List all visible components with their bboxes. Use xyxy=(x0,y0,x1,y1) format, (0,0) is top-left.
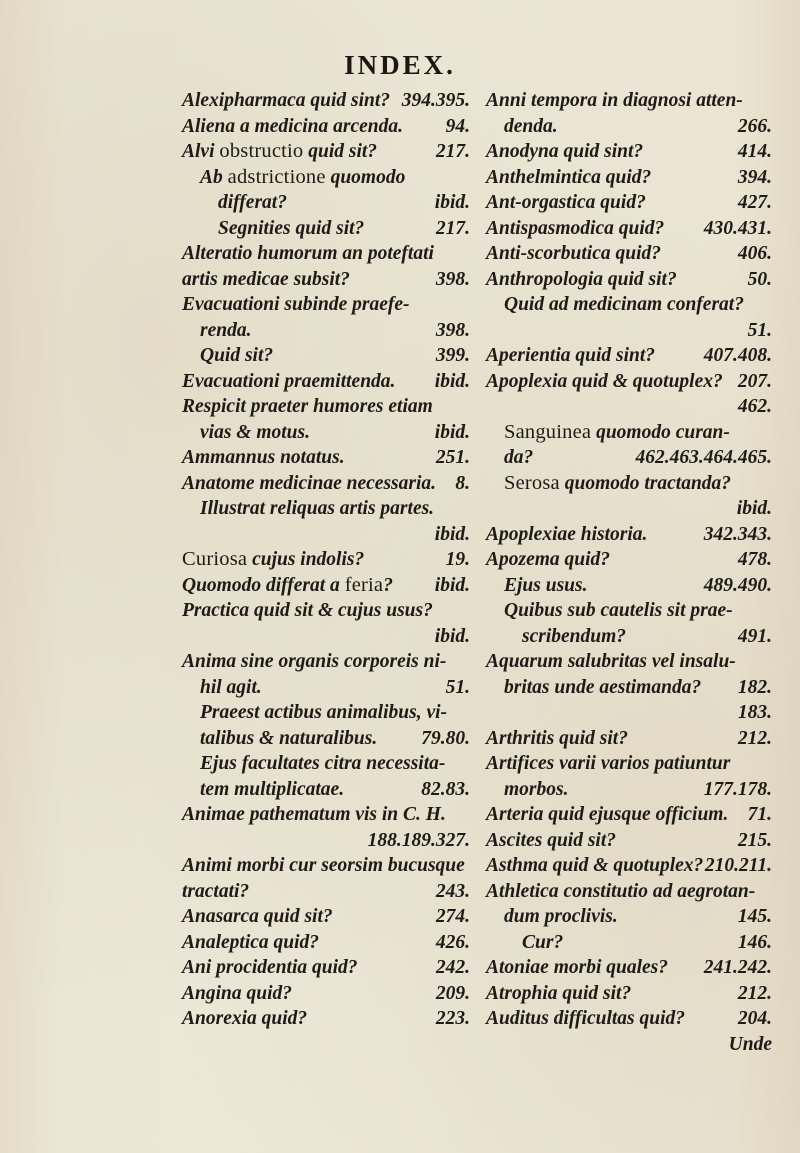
right-column-entry xyxy=(486,930,786,956)
right-column-entry-page: 204. xyxy=(737,1008,772,1029)
left-column-entry xyxy=(182,88,472,114)
left-column-entry-text: tem multiplicatae. xyxy=(200,778,345,800)
right-column-entry-page: 342.343. xyxy=(703,523,772,545)
right-column-entry-text: Cur? xyxy=(522,931,564,953)
left-column-entry-text: Aliena a medicina arcenda. xyxy=(182,115,403,137)
right-column-entry xyxy=(486,777,786,803)
left-column-entry xyxy=(182,649,472,675)
left-column-entry xyxy=(182,394,472,420)
right-column-entry xyxy=(486,751,786,777)
right-column-entry xyxy=(486,88,786,114)
left-column-entry-text: hil agit. xyxy=(200,676,262,698)
left-column-entry-page: 94. xyxy=(445,115,470,137)
right-column-entry xyxy=(486,496,786,522)
right-column-entry-text: Anodyna quid sint? xyxy=(486,141,644,162)
left-column-entry xyxy=(182,751,472,777)
right-column-entry-text: Athletica constitutio ad aegrotan- xyxy=(486,880,756,902)
left-column-entry xyxy=(182,190,472,216)
left-column-entry-page: 223. xyxy=(435,1008,470,1029)
right-column-entry-page: 71. xyxy=(747,804,772,825)
left-column-entry xyxy=(182,445,472,471)
left-column-entry-page: 8. xyxy=(455,472,470,494)
right-column-entry-page: Unde xyxy=(728,1033,772,1055)
left-column-entry xyxy=(182,114,472,140)
left-column-entry xyxy=(182,700,472,726)
left-column-entry xyxy=(182,165,472,191)
right-column-entry-page: 394. xyxy=(737,166,772,188)
left-column-entry-text: Animae pathematum vis in C. H. xyxy=(182,804,446,825)
right-column-entry xyxy=(486,394,786,420)
left-column-entry xyxy=(182,879,472,905)
left-column-entry xyxy=(182,547,472,573)
right-column-entry-text: Sanguinea quomodo curan- xyxy=(504,420,730,443)
right-column-entry-page: 414. xyxy=(737,141,772,162)
right-column-entry-text: Apoplexia quid & quotuplex? xyxy=(486,370,723,392)
right-column-entry xyxy=(486,624,786,650)
right-column-entry-text: Anni tempora in diagnosi atten- xyxy=(486,90,743,111)
right-column-entry-page: 212. xyxy=(737,727,772,749)
right-column-entry xyxy=(486,981,786,1007)
right-column-entry xyxy=(486,598,786,624)
right-column-entry-text: Apozema quid? xyxy=(486,549,611,570)
left-column-entry-text: Ani procidentia quid? xyxy=(182,957,358,978)
left-column-entry xyxy=(182,598,472,624)
right-column-entry-text: Atrophia quid sit? xyxy=(486,982,632,1004)
right-column-entry xyxy=(486,1032,786,1058)
right-column-entry-page: 266. xyxy=(737,115,772,137)
left-column-entry-page: ibid. xyxy=(434,370,470,392)
right-column-entry-page: 478. xyxy=(737,549,772,570)
right-column-entry-text: Anthropologia quid sit? xyxy=(486,268,677,290)
left-column-entry-text: Curiosa cujus indolis? xyxy=(182,548,365,570)
left-column-entry-text: Alteratio humorum an poteftati xyxy=(182,243,434,264)
left-column-entry-text: Quid sit? xyxy=(200,345,274,366)
right-column-entry xyxy=(486,700,786,726)
right-column-entry xyxy=(486,1006,786,1032)
left-column-entry xyxy=(182,624,472,650)
right-column-entry-text: Quid ad medicinam conferat? xyxy=(504,294,744,315)
left-column-entry xyxy=(182,318,472,344)
left-column-entry-text: Practica quid sit & cujus usus? xyxy=(182,600,433,621)
right-column-entry xyxy=(486,445,786,471)
left-column-entry-page: 19. xyxy=(445,549,470,570)
right-column-entry-text: Ant-orgastica quid? xyxy=(486,192,646,213)
right-column-entry-page: 182. xyxy=(737,676,772,698)
right-column-entry-text: Apoplexiae historia. xyxy=(486,523,648,545)
left-column-entry-page: ibid. xyxy=(434,625,470,647)
right-column-entry-text: Atoniae morbi quales? xyxy=(486,957,669,978)
right-column-entry xyxy=(486,190,786,216)
right-column-entry-page: 183. xyxy=(737,702,772,723)
right-column-entry xyxy=(486,292,786,318)
left-column-entry xyxy=(182,420,472,446)
left-column-entry xyxy=(182,139,472,165)
right-column-entry xyxy=(486,165,786,191)
left-column-entry-page: 217. xyxy=(435,141,470,162)
right-column-entry xyxy=(486,522,786,548)
left-column-entry xyxy=(182,343,472,369)
left-column-entry-text: vias & motus. xyxy=(200,421,310,443)
right-column-entry-text: Serosa quomodo tractanda? xyxy=(504,471,732,494)
right-column-entry-page: 407.408. xyxy=(703,345,772,366)
right-column-entry xyxy=(486,343,786,369)
right-column-entry xyxy=(486,267,786,293)
right-column-entry-page: 489.490. xyxy=(703,574,772,596)
right-column-entry-text: Arteria quid ejusque officium. xyxy=(486,804,729,825)
right-column-entry-text: Arthritis quid sit? xyxy=(486,727,628,749)
left-column-entry-text: tractati? xyxy=(182,880,250,902)
right-column-entry-page: 50. xyxy=(747,268,772,290)
left-column-entry xyxy=(182,930,472,956)
right-column-entry xyxy=(486,547,786,573)
left-column-entry-page: ibid. xyxy=(434,523,470,545)
left-column-entry xyxy=(182,573,472,599)
left-column-entry xyxy=(182,241,472,267)
left-column-entry-page: 79.80. xyxy=(421,727,470,749)
right-column-entry xyxy=(486,853,786,879)
left-column-entry-text: Respicit praeter humores etiam xyxy=(182,396,433,417)
right-column-entry xyxy=(486,955,786,981)
left-column-entry-text: Segnities quid sit? xyxy=(218,217,365,239)
left-column-entry-text: Anatome medicinae necessaria. xyxy=(182,472,437,494)
left-column-entry xyxy=(182,216,472,242)
left-column-entry xyxy=(182,675,472,701)
left-column-entry-page: 426. xyxy=(435,931,470,953)
left-column-entry-text: artis medicae subsit? xyxy=(182,268,350,290)
left-column-entry-text: differat? xyxy=(218,192,287,213)
right-column-entry xyxy=(486,649,786,675)
left-column-entry xyxy=(182,471,472,497)
left-column-entry xyxy=(182,904,472,930)
right-column-entry xyxy=(486,216,786,242)
right-column-entry-text: scribendum? xyxy=(522,625,627,647)
right-column-entry xyxy=(486,241,786,267)
right-column-entry-text: Artifices varii varios patiuntur xyxy=(486,753,731,774)
left-column-entry-text: Ejus facultates citra necessita- xyxy=(200,753,446,774)
left-column-entry xyxy=(182,726,472,752)
right-column-entry-page: 491. xyxy=(737,625,772,647)
left-column-entry-page: ibid. xyxy=(434,574,470,596)
left-column-entry-page: ibid. xyxy=(434,192,470,213)
right-column-entry-text: morbos. xyxy=(504,778,569,800)
left-column-entry-text: Anasarca quid sit? xyxy=(182,906,333,927)
left-column-entry-text: renda. xyxy=(200,319,252,341)
right-column-entry-page: 462. xyxy=(737,396,772,417)
left-column-entry xyxy=(182,522,472,548)
right-column-entry-page: 462.463.464.465. xyxy=(635,447,772,468)
left-column-entry-text: Evacuationi praemittenda. xyxy=(182,370,396,392)
right-column-entry-page: 177.178. xyxy=(703,778,772,800)
right-column-entry-text: Aperientia quid sint? xyxy=(486,345,656,366)
left-column-entry-text: Animi morbi cur seorsim bucusque xyxy=(182,855,465,876)
right-column-entry xyxy=(486,573,786,599)
left-column-entry xyxy=(182,1006,472,1032)
right-column-entry xyxy=(486,318,786,344)
left-column-entry xyxy=(182,802,472,828)
right-index-column xyxy=(486,88,786,1057)
left-column-entry-page: 274. xyxy=(435,906,470,927)
right-column-entry xyxy=(486,904,786,930)
left-column-entry-page: 242. xyxy=(435,957,470,978)
right-column-entry-page: 51. xyxy=(747,319,772,341)
right-column-entry-page: 145. xyxy=(737,906,772,927)
left-column-entry xyxy=(182,853,472,879)
left-column-entry-text: Ammannus notatus. xyxy=(182,447,345,468)
left-column-entry-page: 243. xyxy=(435,880,470,902)
right-column-entry xyxy=(486,726,786,752)
right-column-entry-page: 430.431. xyxy=(703,217,772,239)
right-column-entry xyxy=(486,802,786,828)
left-column-entry-text: Anorexia quid? xyxy=(182,1008,308,1029)
right-column-entry-text: Auditus difficultas quid? xyxy=(486,1008,686,1029)
left-column-entry xyxy=(182,267,472,293)
left-column-entry xyxy=(182,777,472,803)
left-column-entry-text: talibus & naturalibus. xyxy=(200,727,378,749)
left-column-entry-page: 398. xyxy=(435,268,470,290)
left-column-entry-text: Analeptica quid? xyxy=(182,931,320,953)
left-column-entry-page: 188.189.327. xyxy=(367,829,470,851)
right-column-entry-page: 241.242. xyxy=(703,957,772,978)
right-column-entry-page: 215. xyxy=(737,829,772,851)
left-column-entry-page: 217. xyxy=(435,217,470,239)
right-column-entry xyxy=(486,471,786,497)
right-column-entry-text: Anthelmintica quid? xyxy=(486,166,652,188)
right-column-entry-page: 207. xyxy=(737,370,772,392)
right-column-entry xyxy=(486,369,786,395)
left-column-entry-text: Evacuationi subinde praefe- xyxy=(182,294,410,315)
right-column-entry-text: Antispasmodica quid? xyxy=(486,217,665,239)
left-column-entry-page: 209. xyxy=(435,982,470,1004)
left-column-entry-page: 398. xyxy=(435,319,470,341)
left-column-entry-page: 394.395. xyxy=(401,90,470,111)
left-column-entry xyxy=(182,369,472,395)
left-column-entry-text: Ab adstrictione quomodo xyxy=(200,165,406,188)
left-column-entry-text: Anima sine organis corporeis ni- xyxy=(182,651,447,672)
right-column-entry xyxy=(486,675,786,701)
right-column-entry-text: da? xyxy=(504,447,534,468)
left-column-entry-text: Illustrat reliquas artis partes. xyxy=(200,498,435,519)
left-column-entry-text: Praeest actibus animalibus, vi- xyxy=(200,702,448,723)
right-column-entry-page: 146. xyxy=(737,931,772,953)
right-column-entry-text: Quibus sub cautelis sit prae- xyxy=(504,600,733,621)
right-column-entry-text: britas unde aestimanda? xyxy=(504,676,702,698)
right-column-entry-page: ibid. xyxy=(736,498,772,519)
left-index-column xyxy=(182,88,472,1032)
left-column-entry-page: ibid. xyxy=(434,421,470,443)
page-header: INDEX. xyxy=(344,50,456,80)
right-column-entry xyxy=(486,828,786,854)
right-column-entry xyxy=(486,114,786,140)
right-column-entry xyxy=(486,139,786,165)
left-column-entry xyxy=(182,496,472,522)
left-column-entry xyxy=(182,955,472,981)
left-column-entry xyxy=(182,292,472,318)
right-column-entry-text: Anti-scorbutica quid? xyxy=(486,243,661,264)
left-column-entry-page: 399. xyxy=(435,345,470,366)
right-column-entry-text: Asthma quid & quotuplex? xyxy=(486,855,704,876)
left-column-entry-text: Alvi obstructio quid sit? xyxy=(182,140,378,162)
right-column-entry-page: 406. xyxy=(737,243,772,264)
right-column-entry-text: dum proclivis. xyxy=(504,906,618,927)
left-column-entry-page: 251. xyxy=(435,447,470,468)
right-column-entry-page: 210.211. xyxy=(704,855,772,876)
right-column-entry xyxy=(486,879,786,905)
left-column-entry-page: 82.83. xyxy=(421,778,470,800)
right-column-entry-page: 212. xyxy=(737,982,772,1004)
left-column-entry xyxy=(182,828,472,854)
left-column-entry-text: Angina quid? xyxy=(182,982,293,1004)
left-column-entry-text: Alexipharmaca quid sint? xyxy=(182,90,391,111)
left-column-entry-text: Quomodo differat a feria? xyxy=(182,573,393,596)
right-column-entry-page: 427. xyxy=(737,192,772,213)
right-column-entry xyxy=(486,420,786,446)
right-column-entry-text: Aquarum salubritas vel insalu- xyxy=(486,651,736,672)
left-column-entry-page: 51. xyxy=(445,676,470,698)
left-column-entry xyxy=(182,981,472,1007)
right-column-entry-text: Ascites quid sit? xyxy=(486,829,617,851)
right-column-entry-text: denda. xyxy=(504,115,558,137)
right-column-entry-text: Ejus usus. xyxy=(504,574,588,596)
